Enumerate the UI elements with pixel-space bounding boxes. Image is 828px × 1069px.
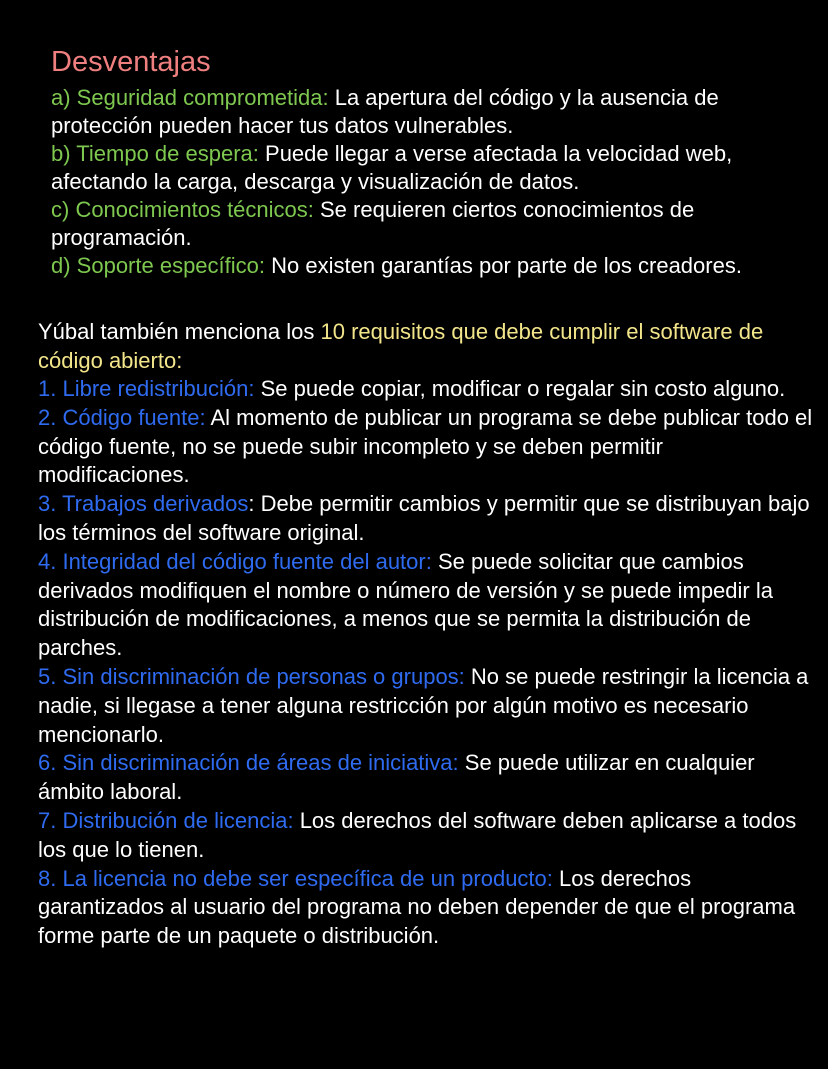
requirement-label: 6. Sin discriminación de áreas de iniciativa: <box>38 750 459 776</box>
requirement-item <box>38 749 813 807</box>
disadvantage-item <box>51 252 811 280</box>
requirement-item <box>38 807 813 865</box>
requirement-item <box>38 663 813 749</box>
requirement-item <box>38 375 813 404</box>
intro-suffix: : <box>176 347 183 373</box>
disadvantage-label: d) Soporte específico: <box>51 253 266 278</box>
requirement-label: 3. Trabajos derivados <box>38 491 249 517</box>
requirement-label: 1. Libre redistribución: <box>38 376 255 401</box>
disadvantage-label: a) Seguridad comprometida: <box>51 85 329 110</box>
requirement-text: Se puede utilizar en cualquier ámbito laboral. <box>38 750 755 805</box>
requirement-text: Al momento de publicar un programa se debe publicar todo el código fuente, no se puede subir incompleto y se deben permitir modificaciones. <box>38 404 813 488</box>
requirement-item <box>38 548 813 663</box>
disadvantage-text: No existen garantías por parte de los creadores. <box>265 253 742 278</box>
requirement-label: 2. Código fuente: <box>38 404 206 430</box>
intro-highlight: 10 requisitos que debe cumplir el software de código abierto <box>38 319 764 373</box>
requirement-text: No se puede restringir la licencia a nadie, si llegase a tener alguna restricción por algún motivo es necesario mencionarlo. <box>38 663 809 747</box>
disadvantage-label: b) Tiempo de espera: <box>51 141 259 166</box>
disadvantage-item <box>51 196 811 252</box>
disadvantage-text: La apertura del código y la ausencia de protección pueden hacer tus datos vulnerables. <box>51 85 719 138</box>
requirement-item <box>38 865 813 951</box>
disadvantages-heading: Desventajas <box>51 46 211 78</box>
requirement-text: Los derechos garantizados al usuario del programa no deben depender de que el programa forme parte de un paquete o distribución. <box>38 865 796 949</box>
requirement-label: 7. Distribución de licencia: <box>38 807 294 833</box>
requirements-section <box>38 318 813 951</box>
requirement-item <box>38 490 813 548</box>
requirement-label: 8. La licencia no debe ser específica de un producto: <box>38 865 553 891</box>
requirement-item <box>38 404 813 490</box>
requirements-intro <box>38 318 813 375</box>
disadvantage-text: Puede llegar a verse afectada la velocidad web, afectando la carga, descarga y visualización de datos. <box>51 141 733 194</box>
requirement-text: Se puede solicitar que cambios derivados modifiquen el nombre o número de versión y se puede impedir la distribución de modificaciones, a menos que se permita la distribución de parches. <box>38 548 773 661</box>
intro-prefix: Yúbal también menciona los <box>38 319 321 344</box>
disadvantage-item <box>51 84 811 140</box>
disadvantage-text: Se requieren ciertos conocimientos de programación. <box>51 197 695 250</box>
requirement-text: : Debe permitir cambios y permitir que se distribuyan bajo los términos del software original. <box>38 491 810 545</box>
requirement-label: 5. Sin discriminación de personas o grupos: <box>38 663 465 689</box>
disadvantage-item <box>51 140 811 196</box>
requirement-label: 4. Integridad del código fuente del autor: <box>38 548 432 574</box>
requirement-text: Los derechos del software deben aplicarse a todos los que lo tienen. <box>38 807 797 862</box>
disadvantages-section <box>51 44 811 280</box>
disadvantage-label: c) Conocimientos técnicos: <box>51 197 314 222</box>
requirement-text: Se puede copiar, modificar o regalar sin costo alguno. <box>254 376 786 401</box>
